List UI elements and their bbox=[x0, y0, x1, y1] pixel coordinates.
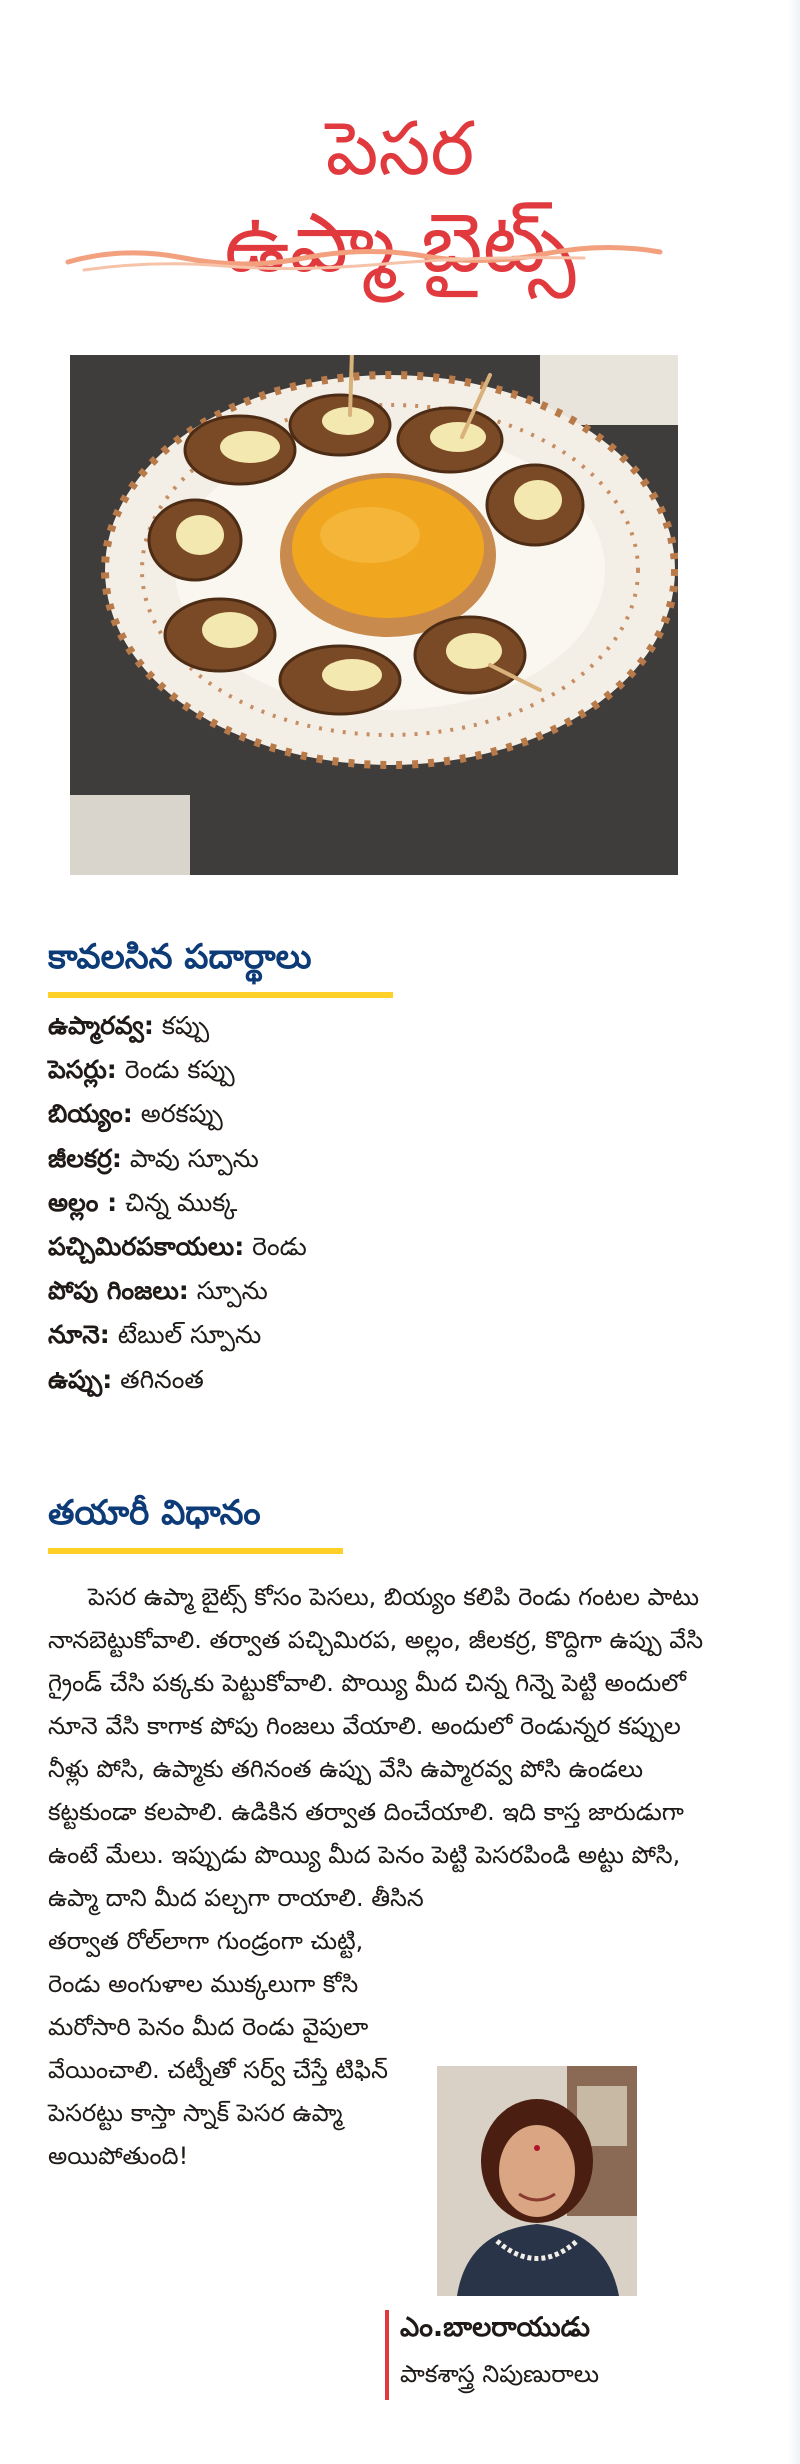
ingredients-heading: కావలసిన పదార్థాలు bbox=[48, 937, 312, 977]
ingredients-list bbox=[48, 1004, 568, 1402]
method-paragraph: పెసర ఉప్మా బైట్స్ కోసం పెసలు, బియ్యం కలిపి రెండు గంటల పాటు నానబెట్టుకోవాలి. తర్వాత పచ్చిమిరప, అల్లం, జీలకర్ర, కొద్దిగా ఉప్పు వేసి గ్రైండ్ చేసి పక్కకు పెట్టుకోవాలి. పొయ్యి మీద చిన్న గిన్నె పెట్టి అందులో నూనె వేసి కాగాక పోపు గింజలు వేయాలి. అందులో రెండున్నర కప్పుల నీళ్లు పోసి, ఉప్మాకు తగినంత ఉప్పు వేసి ఉప్మారవ్వ పోసి ఉండలు కట్టకుండా కలపాలి. ఉడికిన తర్వాత దించేయాలి. ఇది కాస్త జారుడుగా ఉంటే మేలు. ఇప్పుడు పొయ్యి మీద పెనం పెట్టి పెసరపిండి అట్టు పోసి, ఉప్మా దాని మీద పల్చగా రాయాలి. తీసిన bbox=[48, 1583, 704, 1912]
title-line-1: పెసర bbox=[325, 105, 475, 192]
page-edge-strip bbox=[788, 0, 800, 2464]
byline-accent-bar bbox=[385, 2310, 389, 2400]
dish-photo bbox=[70, 355, 678, 875]
method-paragraph-continued: తర్వాత రోల్‌లాగా గుండ్రంగా చుట్టి, రెండు అంగుళాల ముక్కలుగా కోసి మరోసారి పెనం మీద రెండు వైపులా వేయించాలి. చట్నీతో సర్వ్ చేస్తే టిఫిన్ పెసరట్టు కాస్తా స్నాక్ పెసర ఉప్మా అయిపోతుంది! bbox=[48, 1927, 388, 2170]
author-role: పాకశాస్త్ర నిపుణురాలు bbox=[400, 2360, 600, 2388]
title-swash-decoration bbox=[64, 240, 664, 280]
chutney-bowl bbox=[280, 473, 496, 637]
author-name: ఎం.బాలరాయుడు bbox=[400, 2312, 590, 2343]
list-item: ఉప్మారవ్వ: కప్పు bbox=[48, 1011, 210, 1040]
ingredients-heading-underline bbox=[48, 992, 393, 998]
title-line-2: ఉప్మా బైట్స్ bbox=[224, 195, 576, 291]
list-item: పెసర్లు: రెండు కప్పు bbox=[48, 1055, 235, 1085]
method-heading-underline bbox=[48, 1548, 343, 1554]
list-item: బియ్యం: అరకప్పు bbox=[48, 1099, 223, 1129]
author-photo bbox=[437, 2066, 637, 2296]
list-item: నూనె: టేబుల్ స్పూను bbox=[48, 1320, 262, 1350]
list-item: జీలకర్ర: పావు స్పూను bbox=[48, 1143, 259, 1173]
list-item: ఉప్పు: తగినంత bbox=[48, 1364, 204, 1394]
list-item: పోపు గింజలు: స్పూను bbox=[48, 1276, 268, 1306]
list-item: పచ్చిమిరపకాయలు: రెండు bbox=[48, 1231, 307, 1261]
list-item: అల్లం : చిన్న ముక్క bbox=[48, 1187, 238, 1217]
method-heading: తయారీ విధానం bbox=[48, 1493, 261, 1533]
